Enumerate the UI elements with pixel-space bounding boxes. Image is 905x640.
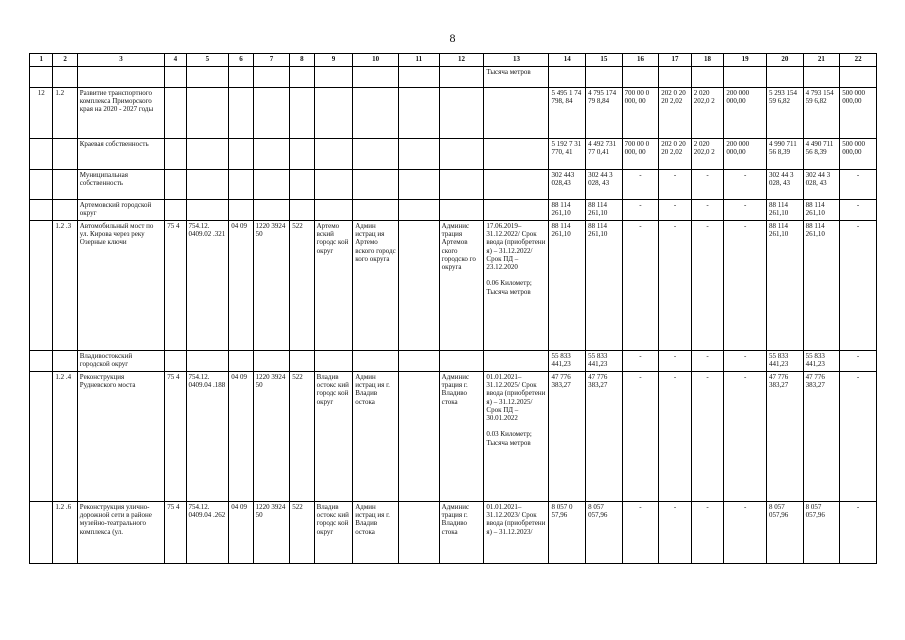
table-cell [399, 88, 440, 139]
table-cell: - [691, 221, 724, 351]
table-cell [622, 67, 659, 88]
table-cell: Владив остокс кий городс кой округ [314, 502, 353, 564]
table-cell: 04 09 [229, 221, 253, 351]
table-row [30, 200, 877, 221]
table-cell: 4 990 711 56 8,39 [767, 139, 804, 170]
header-cell: 10 [353, 54, 399, 67]
table-cell: - [724, 200, 767, 221]
table-cell [314, 200, 353, 221]
table-cell: 202 0 20 20 2,02 [659, 139, 692, 170]
table-cell: 88 114 261,10 [803, 200, 840, 221]
table-cell: - [691, 170, 724, 200]
table-row [30, 502, 877, 564]
header-cell: 7 [253, 54, 290, 67]
table-cell: Краевая собственность [77, 139, 164, 170]
table-cell: - [691, 351, 724, 372]
table-cell: Реконструкция Рудневского моста [77, 372, 164, 502]
table-cell: 75 4 [165, 221, 186, 351]
table-cell: 2 020 202,0 2 [691, 88, 724, 139]
table-cell: 5 192 7 31 770, 41 [549, 139, 586, 170]
table-cell: 8 057 057,96 [767, 502, 804, 564]
table-cell [186, 170, 229, 200]
table-cell: 202 0 20 20 2,02 [659, 88, 692, 139]
table-cell [30, 139, 53, 170]
table-cell: 1220 3924 50 [253, 502, 290, 564]
table-cell: - [840, 170, 877, 200]
table-cell: - [659, 170, 692, 200]
table-cell: 302 44 3 028, 43 [767, 170, 804, 200]
table-cell [353, 200, 399, 221]
table-cell [484, 170, 549, 200]
table-cell [53, 139, 77, 170]
table-cell [399, 502, 440, 564]
table-cell: 17.06.2019– 31.12.2022/ Срок ввода (приобретени я) – 31.12.2022/ Срок ПД – 23.12.2020 0.06 Километр; Тысяча метров [484, 221, 549, 351]
table-cell: 4 492 731 77 0,41 [586, 139, 623, 170]
table-cell: Владивостокский городской округ [77, 351, 164, 372]
table-cell [691, 67, 724, 88]
table-cell: - [659, 372, 692, 502]
table-cell [165, 88, 186, 139]
table-cell: 12 [30, 88, 53, 139]
header-cell: 19 [724, 54, 767, 67]
table-cell [724, 67, 767, 88]
table-cell [229, 88, 253, 139]
table-cell [399, 372, 440, 502]
table-cell [314, 170, 353, 200]
table-cell: 55 833 441,23 [803, 351, 840, 372]
table-cell: Админ истрац ия г. Владив остока [353, 502, 399, 564]
table-cell [253, 170, 290, 200]
table-cell: 8 057 0 57,96 [549, 502, 586, 564]
table-cell: 47 776 383,27 [549, 372, 586, 502]
table-cell: 75 4 [165, 502, 186, 564]
budget-table [29, 53, 877, 564]
table-cell [767, 67, 804, 88]
table-cell [165, 351, 186, 372]
table-cell: - [724, 502, 767, 564]
table-cell: 302 44 3 028, 43 [586, 170, 623, 200]
table-cell: - [840, 351, 877, 372]
table-cell: - [659, 351, 692, 372]
table-cell: 200 000 000,00 [724, 139, 767, 170]
table-cell: - [659, 221, 692, 351]
table-cell [314, 67, 353, 88]
table-cell [165, 139, 186, 170]
table-cell: - [622, 502, 659, 564]
table-cell [253, 88, 290, 139]
table-cell: 47 776 383,27 [586, 372, 623, 502]
table-cell: 1.2 .3 [53, 221, 77, 351]
table-cell [549, 67, 586, 88]
header-cell: 14 [549, 54, 586, 67]
table-row [30, 88, 877, 139]
table-cell: 88 114 261,10 [803, 221, 840, 351]
table-cell: Реконструкция улично-дорожной сети в районе музейно-театрального комплекса (ул. [77, 502, 164, 564]
table-row [30, 139, 877, 170]
table-cell [253, 67, 290, 88]
table-cell [439, 170, 484, 200]
table-cell [314, 351, 353, 372]
table-cell [53, 67, 77, 88]
table-cell [186, 88, 229, 139]
table-cell [290, 170, 314, 200]
table-cell [353, 351, 399, 372]
table-cell: - [691, 502, 724, 564]
table-cell: 55 833 441,23 [767, 351, 804, 372]
table-cell: 8 057 057,96 [586, 502, 623, 564]
table-cell [290, 88, 314, 139]
table-cell [290, 351, 314, 372]
table-cell [353, 67, 399, 88]
table-cell [484, 200, 549, 221]
table-cell [30, 221, 53, 351]
table-cell: 88 114 261,10 [549, 221, 586, 351]
table-cell: 5 495 1 74 798, 84 [549, 88, 586, 139]
table-cell: 700 00 0 000, 00 [622, 88, 659, 139]
table-cell: 522 [290, 502, 314, 564]
table-cell: 55 833 441,23 [549, 351, 586, 372]
table-cell [290, 200, 314, 221]
table-cell: 754.12. 0409.02 .321 [186, 221, 229, 351]
table-cell: 88 114 261,10 [767, 221, 804, 351]
table-cell [399, 351, 440, 372]
header-cell: 6 [229, 54, 253, 67]
table-cell [165, 67, 186, 88]
table-cell: 1.2 .4 [53, 372, 77, 502]
table-cell [659, 67, 692, 88]
table-cell [30, 502, 53, 564]
table-cell: - [724, 170, 767, 200]
table-cell: 47 776 383,27 [803, 372, 840, 502]
table-cell: - [622, 200, 659, 221]
table-cell: - [840, 200, 877, 221]
table-cell: - [724, 221, 767, 351]
table-cell [353, 170, 399, 200]
table-cell [484, 139, 549, 170]
table-cell: 4 795 174 79 8,84 [586, 88, 623, 139]
table-cell [314, 139, 353, 170]
table-cell [439, 139, 484, 170]
table-cell: 522 [290, 372, 314, 502]
table-cell [30, 170, 53, 200]
table-cell: 754.12. 0409.04 .188 [186, 372, 229, 502]
table-cell [840, 67, 877, 88]
table-row [30, 170, 877, 200]
table-cell [253, 351, 290, 372]
header-cell: 9 [314, 54, 353, 67]
table-cell [399, 200, 440, 221]
header-cell: 20 [767, 54, 804, 67]
table-cell: 200 000 000,00 [724, 88, 767, 139]
table-cell [290, 67, 314, 88]
table-cell [53, 200, 77, 221]
table-cell: - [622, 170, 659, 200]
table-cell: Админис трация г. Владиво стока [439, 502, 484, 564]
table-cell: 500 000 000,00 [840, 88, 877, 139]
table-cell [399, 170, 440, 200]
table-cell: 4 490 711 56 8,39 [803, 139, 840, 170]
header-cell: 22 [840, 54, 877, 67]
table-cell: - [622, 351, 659, 372]
table-cell: 55 833 441,23 [586, 351, 623, 372]
table-row [30, 221, 877, 351]
header-cell: 4 [165, 54, 186, 67]
table-cell [586, 67, 623, 88]
table-cell: 302 44 3 028, 43 [803, 170, 840, 200]
header-cell: 16 [622, 54, 659, 67]
table-cell [290, 139, 314, 170]
table-cell [229, 351, 253, 372]
table-cell: 01.01.2021– 31.12.2025/ Срок ввода (приобретени я) – 31.12.2025/ Срок ПД – 30.01.2022 0.03 Километр; Тысяча метров [484, 372, 549, 502]
table-cell: - [659, 502, 692, 564]
table-cell [77, 67, 164, 88]
table-cell: Артемо вский городс кой округ [314, 221, 353, 351]
table-cell [229, 170, 253, 200]
table-cell: - [691, 200, 724, 221]
header-cell: 5 [186, 54, 229, 67]
table-cell: Артемовский городской округ [77, 200, 164, 221]
table-cell: Админис трация г. Владиво стока [439, 372, 484, 502]
table-cell: Муниципальная собственность [77, 170, 164, 200]
table-cell [439, 88, 484, 139]
table-cell: 1.2 .6 [53, 502, 77, 564]
table-cell [186, 200, 229, 221]
table-cell: 88 114 261,10 [586, 221, 623, 351]
table-cell [253, 139, 290, 170]
header-cell: 13 [484, 54, 549, 67]
table-cell [186, 351, 229, 372]
table-cell: 88 114 261,10 [586, 200, 623, 221]
table-cell [439, 200, 484, 221]
table-cell: 04 09 [229, 372, 253, 502]
table-cell: 04 09 [229, 502, 253, 564]
table-cell [484, 88, 549, 139]
header-cell: 8 [290, 54, 314, 67]
table-cell [399, 139, 440, 170]
table-cell [30, 351, 53, 372]
table-cell [30, 67, 53, 88]
table-cell: 88 114 261,10 [767, 200, 804, 221]
table-cell [229, 200, 253, 221]
table-cell [353, 88, 399, 139]
header-cell: 1 [30, 54, 53, 67]
table-cell: 754.12. 0409.04 .262 [186, 502, 229, 564]
table-cell [803, 67, 840, 88]
table-cell [229, 67, 253, 88]
header-cell: 12 [439, 54, 484, 67]
header-cell: 17 [659, 54, 692, 67]
table-cell [353, 139, 399, 170]
table-cell: 88 114 261,10 [549, 200, 586, 221]
table-cell [30, 200, 53, 221]
header-cell: 21 [803, 54, 840, 67]
header-cell: 2 [53, 54, 77, 67]
table-cell: - [659, 200, 692, 221]
header-cell: 18 [691, 54, 724, 67]
header-row [30, 54, 877, 67]
table-cell: 8 057 057,96 [803, 502, 840, 564]
table-cell: 700 00 0 000, 00 [622, 139, 659, 170]
table-cell [253, 200, 290, 221]
table-cell: 75 4 [165, 372, 186, 502]
table-cell: 5 293 154 59 6,82 [767, 88, 804, 139]
table-cell [53, 170, 77, 200]
table-cell [229, 139, 253, 170]
table-cell: Тысяча метров [484, 67, 549, 88]
table-row [30, 372, 877, 502]
table-cell: 1220 3924 50 [253, 372, 290, 502]
table-cell: 1220 3924 50 [253, 221, 290, 351]
table-cell [399, 221, 440, 351]
table-cell [439, 351, 484, 372]
header-cell: 15 [586, 54, 623, 67]
header-cell: 3 [77, 54, 164, 67]
table-cell [186, 139, 229, 170]
table-cell: 47 776 383,27 [767, 372, 804, 502]
table-cell: Автомобильный мост по ул. Кирова через реку Озерные ключи [77, 221, 164, 351]
table-row [30, 351, 877, 372]
table-cell: 2 020 202,0 2 [691, 139, 724, 170]
table-cell: - [840, 221, 877, 351]
header-cell: 11 [399, 54, 440, 67]
page-number: 8 [449, 31, 456, 45]
table-cell: Админ истрац ия г. Владив остока [353, 372, 399, 502]
table-cell [399, 67, 440, 88]
table-cell: - [840, 502, 877, 564]
table-cell: 302 443 028,43 [549, 170, 586, 200]
table-cell: Админ истрац ия Артемо вского городс кого округа [353, 221, 399, 351]
table-cell: Развитие транспортного комплекса Приморского края на 2020 - 2027 годы [77, 88, 164, 139]
table-cell: - [622, 221, 659, 351]
table-row [30, 67, 877, 88]
table-cell [53, 351, 77, 372]
table-cell: 522 [290, 221, 314, 351]
table-cell: - [622, 372, 659, 502]
table-cell: - [691, 372, 724, 502]
table-cell [484, 351, 549, 372]
table-cell [186, 67, 229, 88]
table-cell: 4 793 154 59 6,82 [803, 88, 840, 139]
table-cell [314, 88, 353, 139]
table-cell: - [840, 372, 877, 502]
table-cell [30, 372, 53, 502]
table-cell [165, 200, 186, 221]
table-cell [165, 170, 186, 200]
table-cell: - [724, 351, 767, 372]
table-cell: 1.2 [53, 88, 77, 139]
table-cell: 01.01.2021– 31.12.2023/ Срок ввода (приобретени я) – 31.12.2023/ [484, 502, 549, 564]
table-cell: Админис трация Артемов ского городско го округа [439, 221, 484, 351]
table-cell: Владив остокс кий городс кой округ [314, 372, 353, 502]
table-cell: - [724, 372, 767, 502]
table-cell: 500 000 000,00 [840, 139, 877, 170]
table-cell [439, 67, 484, 88]
